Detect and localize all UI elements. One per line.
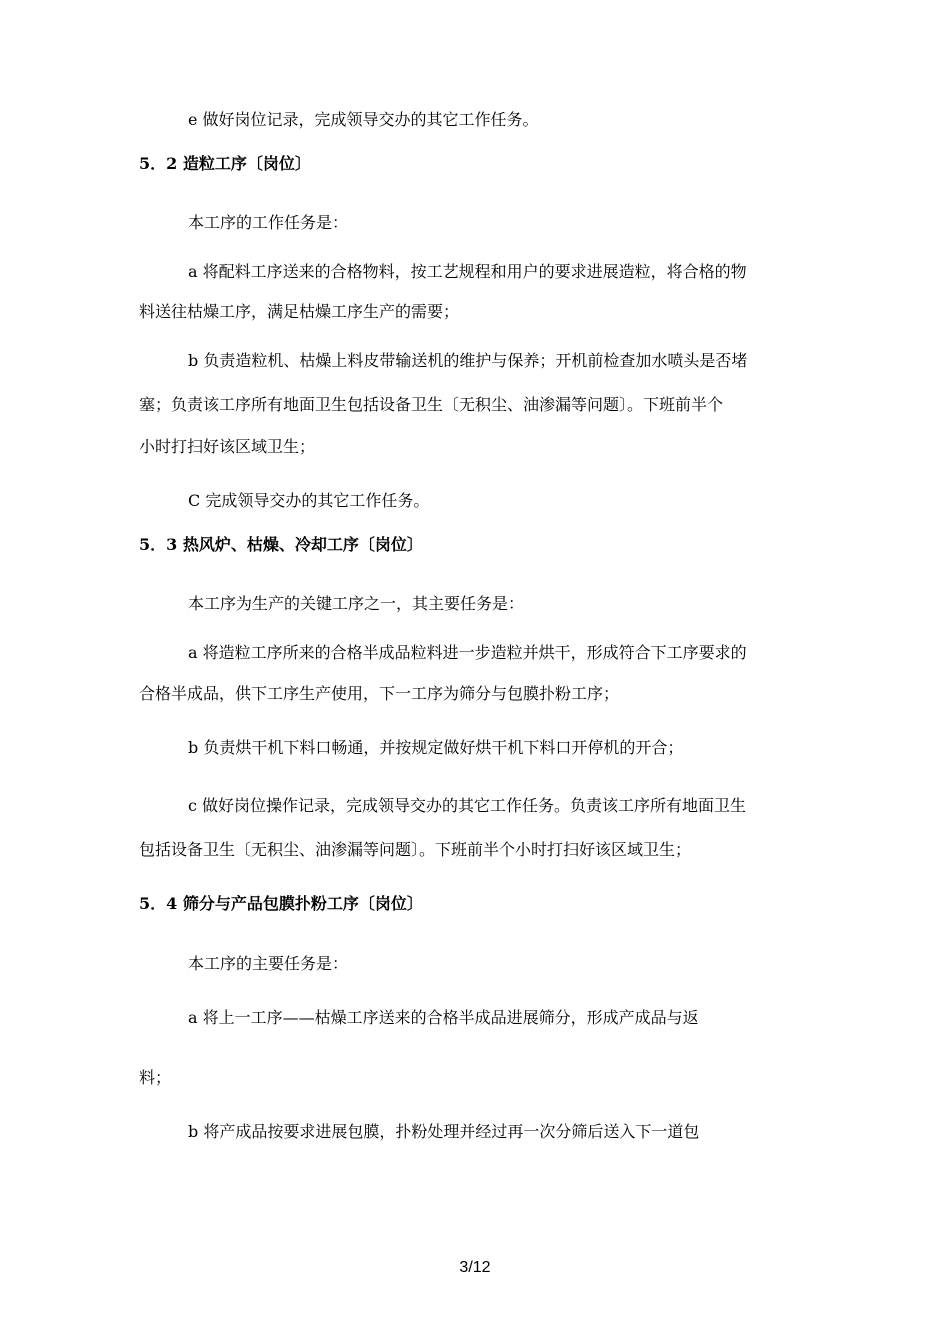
task-item-b-continuation: 塞；负责该工序所有地面卫生包括设备卫生〔无积尘、油渗漏等问题〕。下班前半个 xyxy=(139,395,724,414)
task-item-c: c 做好岗位操作记录，完成领导交办的其它工作任务。负责该工序所有地面卫生 xyxy=(188,796,747,815)
task-item-a-continuation: 合格半成品，供下工序生产使用，下一工序为筛分与包膜扑粉工序； xyxy=(139,684,620,703)
section-intro: 本工序为生产的关键工序之一，其主要任务是： xyxy=(188,594,525,613)
task-item-b: b 负责造粒机、枯燥上料皮带输送机的维护与保养；开机前检查加水喷头是否堵 xyxy=(188,351,748,370)
section-heading-5-2: 5．2 造粒工序〔岗位〕 xyxy=(139,154,311,173)
page-number: 3/12 xyxy=(459,1259,491,1276)
task-item-a: a 将配料工序送来的合格物料，按工艺规程和用户的要求进展造粒，将合格的物 xyxy=(188,262,747,281)
task-item-b: b 将产成品按要求进展包膜，扑粉处理并经过再一次分筛后送入下一道包 xyxy=(188,1122,700,1141)
section-heading-5-4: 5．4 筛分与产品包膜扑粉工序〔岗位〕 xyxy=(139,894,423,913)
task-item-c: C 完成领导交办的其它工作任务。 xyxy=(188,491,430,510)
task-item-b-continuation: 小时打扫好该区域卫生； xyxy=(139,437,316,456)
task-item-c-continuation: 包括设备卫生〔无积尘、油渗漏等问题〕。下班前半个小时打扫好该区域卫生； xyxy=(139,840,692,859)
task-item-e: e 做好岗位记录，完成领导交办的其它工作任务。 xyxy=(188,110,539,129)
section-intro: 本工序的主要任务是： xyxy=(188,954,349,973)
section-intro: 本工序的工作任务是： xyxy=(188,213,349,232)
section-heading-5-3: 5．3 热风炉、枯燥、冷却工序〔岗位〕 xyxy=(139,535,423,554)
task-item-a: a 将造粒工序所来的合格半成品粒料进一步造粒并烘干，形成符合下工序要求的 xyxy=(188,643,747,662)
task-item-b: b 负责烘干机下料口畅通，并按规定做好烘干机下料口开停机的开合； xyxy=(188,738,684,757)
task-item-a: a 将上一工序——枯燥工序送来的合格半成品进展筛分，形成产成品与返 xyxy=(188,1008,699,1027)
task-item-a-continuation: 料； xyxy=(139,1068,172,1087)
task-item-a-continuation: 料送往枯燥工序，满足枯燥工序生产的需要； xyxy=(139,302,460,321)
